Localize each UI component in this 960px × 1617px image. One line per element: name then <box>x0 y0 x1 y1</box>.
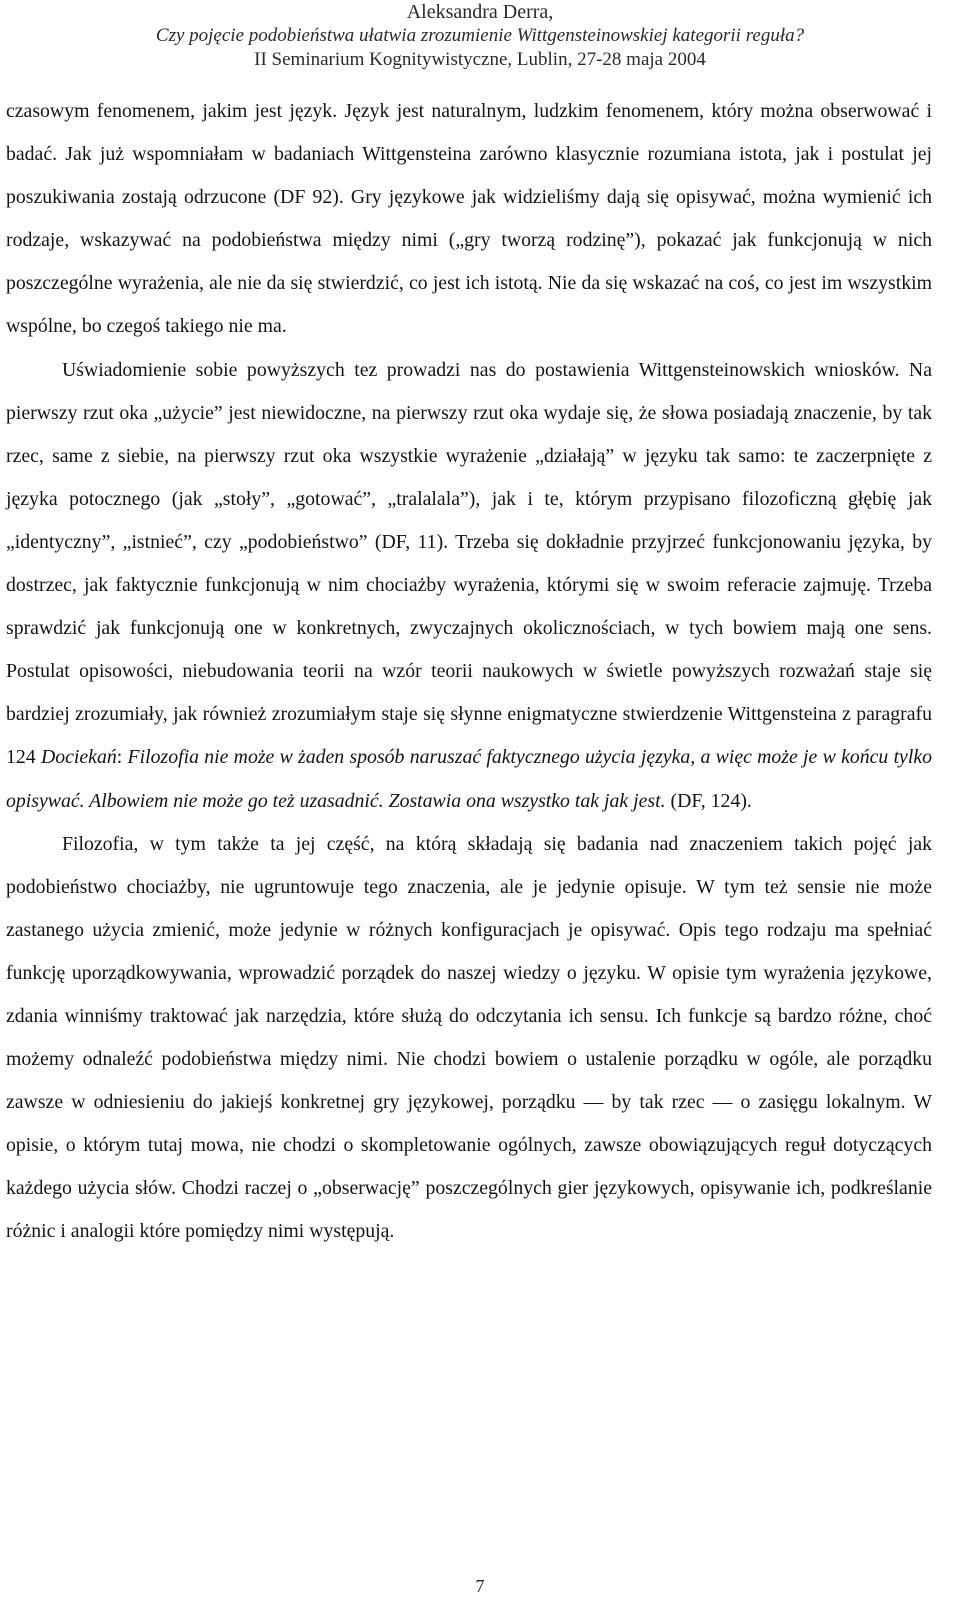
header-title: Czy pojęcie podobieństwa ułatwia zrozumienie Wittgensteinowskiej kategorii reguła? <box>155 25 805 46</box>
book-title: Dociekań <box>40 746 117 769</box>
document-body <box>6 90 932 1254</box>
paragraph-2 <box>6 349 932 823</box>
italic-quote: Filozofia nie może w żaden sposób naruszać faktycznego użycia języka, a więc może je w końcu tylko opisywać. Albowiem nie może go też uzasadnić. Zostawia ona wszystko tak jak jest. <box>6 746 933 812</box>
colon: : <box>116 746 123 769</box>
page-header <box>0 0 960 72</box>
header-author: Aleksandra Derra, <box>406 1 554 23</box>
paragraph-1: czasowym fenomenem, jakim jest język. Język jest naturalnym, ludzkim fenomenem, który można obserwować i badać. Jak już wspomniałam w badaniach Wittgensteina zarówno klasycznie rozumiana istota, jak i postulat jej poszukiwania zostają odrzucone (DF 92). Gry językowe jak widzieliśmy dają się opisywać, można wymienić ich rodzaje, wskazywać na podobieństwa między nimi („gry tworzą rodzinę”), pokazać jak funkcjonują w nich poszczególne wyrażenia, ale nie da się stwierdzić, co jest ich istotą. Nie da się wskazać na coś, co jest im wszystkim wspólne, bo czegoś takiego nie ma. <box>6 100 932 338</box>
citation: (DF, 124). <box>670 789 752 812</box>
page-number: 7 <box>475 1576 485 1596</box>
paragraph-2-text: Uświadomienie sobie powyższych tez prowadzi nas do postawienia Wittgensteinowskich wniosków. Na pierwszy rzut oka „użycie” jest niewidoczne, na pierwszy rzut oka wydaje się, że słowa posiadają znaczenie, by tak rzec, same z siebie, na pierwszy rzut oka wszystkie wyrażenie „działają” w języku tak samo: te zaczerpnięte z języka potocznego (jak „stoły”, „gotować”, „tralalala”), jak i te, którym przypisano filozoficzną głębię jak „identyczny”, „istnieć”, czy „podobieństwo” (DF, 11). Trzeba się dokładnie przyjrzeć funkcjonowaniu języka, by dostrzec, jak faktycznie funkcjonują w nim chociażby wyrażenia, którymi się w swoim referacie zajmuję. Trzeba sprawdzić jak funkcjonują one w konkretnych, zwyczajnych okolicznościach, w tych bowiem mają one sens. Postulat opisowości, niebudowania teorii na wzór teorii naukowych w świetle powyższych rozważań staje się bardziej zrozumiały, jak również zrozumiałym staje się słynne enigmatyczne stwierdzenie Wittgensteina z paragrafu 124 <box>6 358 932 769</box>
paragraph-3: Filozofia, w tym także ta jej część, na którą składają się badania nad znaczeniem takich pojęć jak podobieństwo chociażby, nie ugruntowuje tego znaczenia, ale je jedynie opisuje. W tym też sensie nie może zastanego użycia zmienić, może jedynie w różnych konfiguracjach je opisywać. Opis tego rodzaju ma spełniać funkcję uporządkowywania, wprowadzić porządek do naszej wiedzy o języku. W opisie tym wyrażenia językowe, zdania winniśmy traktować jak narzędzia, które służą do odczytania ich sensu. Ich funkcje są bardzo różne, choć możemy odnaleźć podobieństwa między nimi. Nie chodzi bowiem o ustalenie porządku w ogóle, ale porządku zawsze w odniesieniu do jakiejś konkretnej gry językowej, porządku — by tak rzec — o zasięgu lokalnym. W opisie, o którym tutaj mowa, nie chodzi o skompletowanie ogólnych, zawsze obowiązujących reguł dotyczących każdego użycia słów. Chodzi raczej o „obserwację” poszczególnych gier językowych, opisywanie ich, podkreślanie różnic i analogii które pomiędzy nimi występują. <box>6 832 932 1243</box>
header-event: II Seminarium Kognitywistyczne, Lublin, 27-28 maja 2004 <box>254 49 706 70</box>
